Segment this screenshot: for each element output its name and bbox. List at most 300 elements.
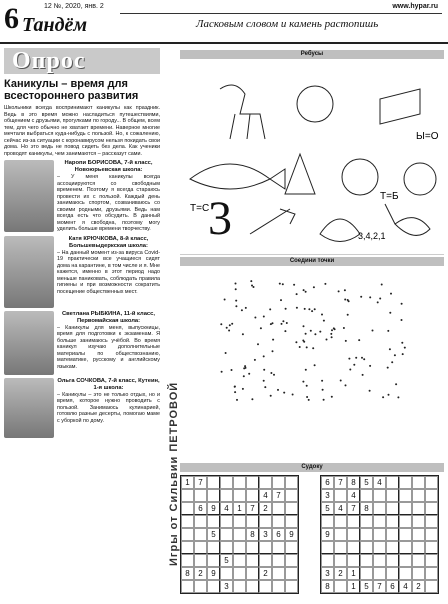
sudoku-cell[interactable] <box>321 515 334 528</box>
respondent-text: – Каникулы – это не только отдых, но и время, которое нужно проводить с пользой. Занимаюсь кулинарией, готовлю разные десерты, помогаю маме с уборкой по дому. <box>57 391 160 424</box>
sudoku-cell[interactable] <box>373 528 386 541</box>
sudoku-cell[interactable] <box>347 541 360 554</box>
sudoku-cell[interactable] <box>360 515 373 528</box>
respondent-text: – На данный момент из-за вируса Covid-19 практически все учащиеся сидят дома на карантине, в том числе и я. Мне кажется, именно в этот период надо меньше паниковать, соблюдать правила гигиены и при возможности сократить посещение общественных мест. <box>57 249 160 295</box>
dot <box>303 325 305 327</box>
sudoku-cell[interactable] <box>399 528 412 541</box>
sudoku-cell[interactable] <box>373 489 386 502</box>
sudoku-cell[interactable] <box>386 541 399 554</box>
sudoku-cell[interactable] <box>360 541 373 554</box>
dot <box>331 336 333 338</box>
connect-dots-area <box>180 266 444 421</box>
sudoku-cell[interactable]: 5 <box>321 502 334 515</box>
respondent-name: Катя КРЮЧКОВА, 8-й класс, Большевыдеркская школа: <box>68 235 149 249</box>
dot <box>306 396 308 398</box>
sudoku-cell[interactable] <box>207 580 220 593</box>
sudoku-cell[interactable] <box>233 567 246 580</box>
sudoku-cell[interactable] <box>386 515 399 528</box>
sudoku-cell[interactable] <box>334 489 347 502</box>
sudoku-cell[interactable]: 3 <box>220 580 233 593</box>
sudoku-cell[interactable] <box>246 554 259 567</box>
sudoku-cell[interactable] <box>399 567 412 580</box>
sudoku-cell[interactable] <box>220 476 233 489</box>
dots-illustration <box>180 266 444 421</box>
sudoku-grid-right[interactable] <box>320 475 439 594</box>
dot <box>347 314 349 316</box>
sudoku-cell[interactable] <box>425 541 438 554</box>
dot <box>272 339 274 341</box>
sudoku-cell[interactable] <box>425 489 438 502</box>
sudoku-cell[interactable]: 4 <box>220 502 233 515</box>
dot <box>305 291 307 293</box>
dot <box>313 286 315 288</box>
sudoku-cell[interactable] <box>425 528 438 541</box>
dot <box>395 383 397 385</box>
sudoku-cell[interactable] <box>399 502 412 515</box>
article-column <box>4 48 160 600</box>
dot <box>235 300 237 302</box>
sudoku-cell[interactable] <box>285 515 298 528</box>
sudoku-cell[interactable] <box>412 515 425 528</box>
dot <box>283 392 285 394</box>
sudoku-cell[interactable] <box>373 554 386 567</box>
dot <box>314 308 316 310</box>
dot <box>387 367 389 369</box>
dot <box>391 361 393 363</box>
respondent-photo <box>4 160 54 232</box>
dot <box>314 364 316 366</box>
dot <box>377 301 379 303</box>
sudoku-cell[interactable]: 9 <box>207 567 220 580</box>
sudoku-cell[interactable] <box>347 515 360 528</box>
sudoku-cell[interactable] <box>386 476 399 489</box>
dot <box>379 298 381 300</box>
sudoku-cell[interactable] <box>207 515 220 528</box>
sudoku-cell[interactable] <box>259 476 272 489</box>
sudoku-cell[interactable] <box>425 502 438 515</box>
sudoku-title: Судоку <box>180 463 444 472</box>
sudoku-cell[interactable]: 8 <box>246 528 259 541</box>
sudoku-cell[interactable]: 2 <box>259 567 272 580</box>
sudoku-cell[interactable]: 7 <box>373 580 386 593</box>
dot <box>390 293 392 295</box>
dot <box>358 339 360 341</box>
sudoku-cell[interactable]: 9 <box>207 502 220 515</box>
sudoku-cell[interactable] <box>181 541 194 554</box>
dot <box>311 310 313 312</box>
sudoku-cell[interactable]: 1 <box>347 567 360 580</box>
respondent-text: – У меня каникулы всегда ассоциируются со свободным временем. Поэтому я всегда стараюсь провести их с пользой. Каждый день занимаюсь спортом, созваниваюсь со своими родными, друзьями. Ведь нам всегда есть что обсудить. В данный момент я свободна, поэтому могу уделить больше времени творчеству. <box>57 174 160 232</box>
dot <box>235 305 237 307</box>
sudoku-cell[interactable] <box>425 554 438 567</box>
goose-icon <box>385 204 430 235</box>
dot <box>263 369 265 371</box>
sudoku-cell[interactable] <box>334 541 347 554</box>
dot <box>235 288 237 290</box>
sudoku-cell[interactable] <box>233 580 246 593</box>
article-lead: Школьники всегда воспринимают каникулы как праздник. Ведь в это время можно насладиться путешествиями, общением с друзьями, прогулками по городу... В общем, всем тем, для чего обычно не хватает времени. Наверное многие мечтали выбраться куда-нибудь с пользой. Но, к сожалению, сейчас из-за ситуации с коронавирусом нельзя покидать свои дома. Но это ведь не повод сидеть без дела. Как ученики проводят каникулы, чем занимаются – рассказут сами. <box>4 105 160 157</box>
dot <box>296 307 298 309</box>
dot <box>323 399 325 401</box>
sudoku-cell[interactable] <box>360 567 373 580</box>
dot <box>369 365 371 367</box>
sudoku-cell[interactable] <box>220 528 233 541</box>
hen-icon <box>297 86 333 122</box>
sudoku-cell[interactable] <box>194 489 207 502</box>
sudoku-cell[interactable] <box>425 580 438 593</box>
sudoku-cell[interactable]: 2 <box>259 502 272 515</box>
dot <box>242 333 244 335</box>
dot <box>308 399 310 401</box>
sudoku-cell[interactable] <box>272 580 285 593</box>
sudoku-cell[interactable]: 6 <box>194 502 207 515</box>
apple-icon <box>404 163 436 195</box>
sudoku-cell[interactable]: 2 <box>412 580 425 593</box>
sudoku-cell[interactable]: 5 <box>207 528 220 541</box>
dot <box>355 357 357 359</box>
dot <box>253 286 255 288</box>
respondent-2 <box>4 236 160 308</box>
sudoku-cell[interactable]: 2 <box>194 567 207 580</box>
sudoku-cell[interactable] <box>386 567 399 580</box>
dot <box>338 290 340 292</box>
sudoku-cell[interactable] <box>334 554 347 567</box>
section-title: Опрос <box>12 48 86 74</box>
sudoku-cell[interactable] <box>347 528 360 541</box>
side-banner <box>164 190 178 570</box>
dot <box>226 327 228 329</box>
sudoku-cell[interactable]: 9 <box>285 528 298 541</box>
dot <box>401 319 403 321</box>
dot <box>363 358 365 360</box>
dot <box>333 327 335 329</box>
sudoku-cell[interactable] <box>412 489 425 502</box>
dot <box>292 394 294 396</box>
dot <box>323 320 325 322</box>
sudoku-cell[interactable] <box>272 567 285 580</box>
sudoku-cell[interactable]: 3 <box>321 567 334 580</box>
sudoku-cell[interactable]: 2 <box>334 567 347 580</box>
dot <box>340 380 342 382</box>
sudoku-cell[interactable] <box>360 528 373 541</box>
sudoku-cell[interactable] <box>425 567 438 580</box>
dot <box>245 307 247 309</box>
sudoku-cell[interactable] <box>181 489 194 502</box>
sudoku-cell[interactable]: 8 <box>181 567 194 580</box>
dot <box>243 375 245 377</box>
sudoku-cell[interactable] <box>194 541 207 554</box>
sudoku-cell[interactable]: 6 <box>272 528 285 541</box>
respondent-1 <box>4 160 160 233</box>
sudoku-cell[interactable]: 6 <box>386 580 399 593</box>
dot <box>279 283 281 285</box>
dot <box>251 398 253 400</box>
dot <box>308 308 310 310</box>
dot <box>285 308 287 310</box>
sudoku-cell[interactable] <box>233 528 246 541</box>
sudoku-cell[interactable] <box>272 541 285 554</box>
sudoku-cell[interactable] <box>220 515 233 528</box>
dot <box>404 347 406 349</box>
dot <box>257 343 259 345</box>
sudoku-cell[interactable] <box>321 541 334 554</box>
dot <box>321 380 323 382</box>
sudoku-cell[interactable] <box>246 476 259 489</box>
page-number: 6 <box>4 2 19 35</box>
dot <box>321 314 323 316</box>
sudoku-cell[interactable] <box>386 502 399 515</box>
sudoku-cell[interactable] <box>246 567 259 580</box>
sudoku-cell[interactable]: 9 <box>321 528 334 541</box>
dot <box>387 330 389 332</box>
rebus-illustrations <box>180 59 444 254</box>
rebus-label: Ы=О <box>416 131 439 142</box>
dot <box>254 317 256 319</box>
sudoku-cell[interactable]: 6 <box>321 476 334 489</box>
dot <box>397 396 399 398</box>
sudoku-cell[interactable]: 1 <box>347 580 360 593</box>
sudoku-cell[interactable] <box>233 489 246 502</box>
dot <box>228 330 230 332</box>
sudoku-cell[interactable]: 8 <box>321 580 334 593</box>
dot <box>229 324 231 326</box>
sudoku-cell[interactable] <box>207 476 220 489</box>
sudoku-cell[interactable] <box>334 580 347 593</box>
tree-icon <box>285 154 315 194</box>
dot <box>401 342 403 344</box>
sudoku-cell[interactable]: 4 <box>347 489 360 502</box>
dot <box>372 330 374 332</box>
dot <box>312 347 314 349</box>
dot <box>305 369 307 371</box>
sudoku-cell[interactable] <box>220 489 233 502</box>
sudoku-cell[interactable] <box>233 515 246 528</box>
slogan: Ласковым словом и камень растопишь <box>196 18 379 30</box>
sudoku-cell[interactable] <box>373 502 386 515</box>
sudoku-cell[interactable]: 5 <box>220 554 233 567</box>
sudoku-cell[interactable] <box>181 502 194 515</box>
dot <box>389 348 391 350</box>
sudoku-cell[interactable] <box>373 515 386 528</box>
sudoku-cell[interactable] <box>194 554 207 567</box>
dot <box>343 327 345 329</box>
whale-icon <box>190 164 285 189</box>
sudoku-cell[interactable] <box>285 554 298 567</box>
sudoku-cell[interactable] <box>412 502 425 515</box>
dot <box>345 384 347 386</box>
sudoku-cell[interactable] <box>386 554 399 567</box>
dot <box>272 350 274 352</box>
sudoku-cell[interactable] <box>207 541 220 554</box>
sudoku-cell[interactable]: 5 <box>360 476 373 489</box>
sudoku-cell[interactable] <box>233 541 246 554</box>
dot <box>331 329 333 331</box>
sudoku-cell[interactable] <box>259 515 272 528</box>
sudoku-cell[interactable] <box>194 515 207 528</box>
sudoku-cell[interactable]: 8 <box>347 476 360 489</box>
sudoku-cell[interactable] <box>285 541 298 554</box>
connect-dots-title: Соедини точки <box>180 257 444 266</box>
website[interactable]: www.hypar.ru <box>392 3 438 10</box>
respondent-name: Наропи БОРИСОВА, 7-й класс, Новоюрьевская школа: <box>64 160 153 173</box>
sudoku-cell[interactable] <box>399 476 412 489</box>
dot <box>381 284 383 286</box>
sudoku-cell[interactable] <box>334 515 347 528</box>
rebus-area <box>180 59 444 255</box>
sudoku-cell[interactable]: 7 <box>246 502 259 515</box>
sudoku-cell[interactable] <box>360 554 373 567</box>
sudoku-cell[interactable]: 4 <box>259 489 272 502</box>
sudoku-cell[interactable] <box>246 580 259 593</box>
rebus-title: Ребусы <box>180 50 444 59</box>
sudoku-cell[interactable] <box>360 489 373 502</box>
dot <box>231 323 233 325</box>
sudoku-cell[interactable] <box>285 476 298 489</box>
sudoku-cell[interactable] <box>412 528 425 541</box>
sudoku-cell[interactable] <box>285 580 298 593</box>
sudoku-cell[interactable]: 8 <box>360 502 373 515</box>
dot <box>248 373 250 375</box>
sudoku-cell[interactable] <box>347 554 360 567</box>
sudoku-cell[interactable] <box>321 554 334 567</box>
sudoku-cell[interactable] <box>220 541 233 554</box>
dot <box>362 374 364 376</box>
dot <box>344 299 346 301</box>
sudoku-cell[interactable] <box>246 515 259 528</box>
sudoku-cell[interactable]: 3 <box>321 489 334 502</box>
leaf-icon <box>320 219 360 242</box>
sudoku-cell[interactable] <box>334 528 347 541</box>
sudoku-cell[interactable] <box>399 489 412 502</box>
sudoku-cell[interactable]: 7 <box>272 489 285 502</box>
dot <box>402 353 404 355</box>
sudoku-cell[interactable] <box>386 489 399 502</box>
sudoku-cell[interactable] <box>194 528 207 541</box>
sudoku-cell[interactable] <box>412 476 425 489</box>
dot <box>263 380 265 382</box>
sudoku-cell[interactable] <box>259 580 272 593</box>
sudoku-cell[interactable] <box>412 567 425 580</box>
sudoku-cell[interactable]: 7 <box>334 476 347 489</box>
respondent-4 <box>4 378 160 438</box>
dot <box>273 374 275 376</box>
sudoku-cell[interactable] <box>272 515 285 528</box>
sudoku-cell[interactable] <box>272 476 285 489</box>
dot <box>361 357 363 359</box>
sudoku-section <box>180 463 444 591</box>
sudoku-cell[interactable] <box>285 567 298 580</box>
dot <box>242 388 244 390</box>
sudoku-cell[interactable] <box>220 567 233 580</box>
header-rule <box>120 13 442 14</box>
sudoku-cell[interactable] <box>259 554 272 567</box>
dot <box>389 312 391 314</box>
sudoku-cell[interactable] <box>399 554 412 567</box>
article-headline: Каникулы – время для всестороннего развития <box>4 78 139 102</box>
sudoku-cell[interactable]: 4 <box>334 502 347 515</box>
sudoku-cell[interactable] <box>233 476 246 489</box>
sudoku-cell[interactable] <box>425 476 438 489</box>
dot <box>234 386 236 388</box>
sudoku-cell[interactable] <box>181 554 194 567</box>
dot <box>270 372 272 374</box>
sudoku-cell[interactable] <box>386 528 399 541</box>
sudoku-cell[interactable] <box>246 541 259 554</box>
sudoku-cell[interactable] <box>181 528 194 541</box>
sudoku-cell[interactable]: 1 <box>181 476 194 489</box>
dot <box>302 381 304 383</box>
dot <box>231 369 233 371</box>
sudoku-cell[interactable] <box>207 554 220 567</box>
sudoku-cell[interactable] <box>412 554 425 567</box>
sudoku-cell[interactable] <box>272 554 285 567</box>
sudoku-cell[interactable] <box>207 489 220 502</box>
puzzles-column <box>180 50 444 600</box>
goat-icon <box>220 85 265 139</box>
sudoku-cell[interactable]: 3 <box>259 528 272 541</box>
dot <box>244 365 246 367</box>
sudoku-cell[interactable] <box>181 515 194 528</box>
cat-icon <box>342 159 378 195</box>
dot <box>269 308 271 310</box>
sudoku-cell[interactable] <box>272 502 285 515</box>
sudoku-cell[interactable] <box>399 541 412 554</box>
section-banner <box>4 48 160 74</box>
dot <box>314 333 316 335</box>
dot <box>319 331 321 333</box>
brand-logo: Тандём <box>22 14 88 36</box>
dot <box>272 322 274 324</box>
dot <box>220 323 222 325</box>
sudoku-cell[interactable]: 4 <box>373 476 386 489</box>
rebus-label: Т=С <box>190 203 210 214</box>
sudoku-cell[interactable] <box>285 489 298 502</box>
dot <box>304 308 306 310</box>
header-divider <box>0 42 448 44</box>
cheese-icon <box>380 89 420 124</box>
sudoku-cell[interactable]: 4 <box>399 580 412 593</box>
sudoku-cell[interactable]: 7 <box>347 502 360 515</box>
dot <box>251 285 253 287</box>
sudoku-cell[interactable] <box>412 541 425 554</box>
dot <box>280 299 282 301</box>
dot <box>322 389 324 391</box>
dot <box>277 389 279 391</box>
sudoku-cell[interactable] <box>259 541 272 554</box>
dot <box>225 352 227 354</box>
hammer-icon <box>250 209 295 234</box>
dot <box>235 283 237 285</box>
dot <box>348 300 350 302</box>
sudoku-cell[interactable]: 1 <box>233 502 246 515</box>
sudoku-cell[interactable]: 5 <box>360 580 373 593</box>
sudoku-cell[interactable] <box>425 515 438 528</box>
side-banner-text: Игры от Сильвии ПЕТРОВОЙ <box>168 381 180 566</box>
sudoku-cell[interactable] <box>373 567 386 580</box>
sudoku-cell[interactable] <box>399 515 412 528</box>
dot <box>263 355 265 357</box>
sudoku-cell[interactable] <box>373 541 386 554</box>
sudoku-cell[interactable] <box>285 502 298 515</box>
sudoku-grid-left[interactable] <box>180 475 299 594</box>
dot <box>344 289 346 291</box>
sudoku-cell[interactable] <box>194 580 207 593</box>
respondent-name: Ольга СОЧКОВА, 7-й класс, Кутеин, 1-я школа: <box>57 377 160 391</box>
sudoku-cell[interactable]: 7 <box>194 476 207 489</box>
sudoku-cell[interactable] <box>233 554 246 567</box>
sudoku-cell[interactable] <box>181 580 194 593</box>
sudoku-cell[interactable] <box>246 489 259 502</box>
